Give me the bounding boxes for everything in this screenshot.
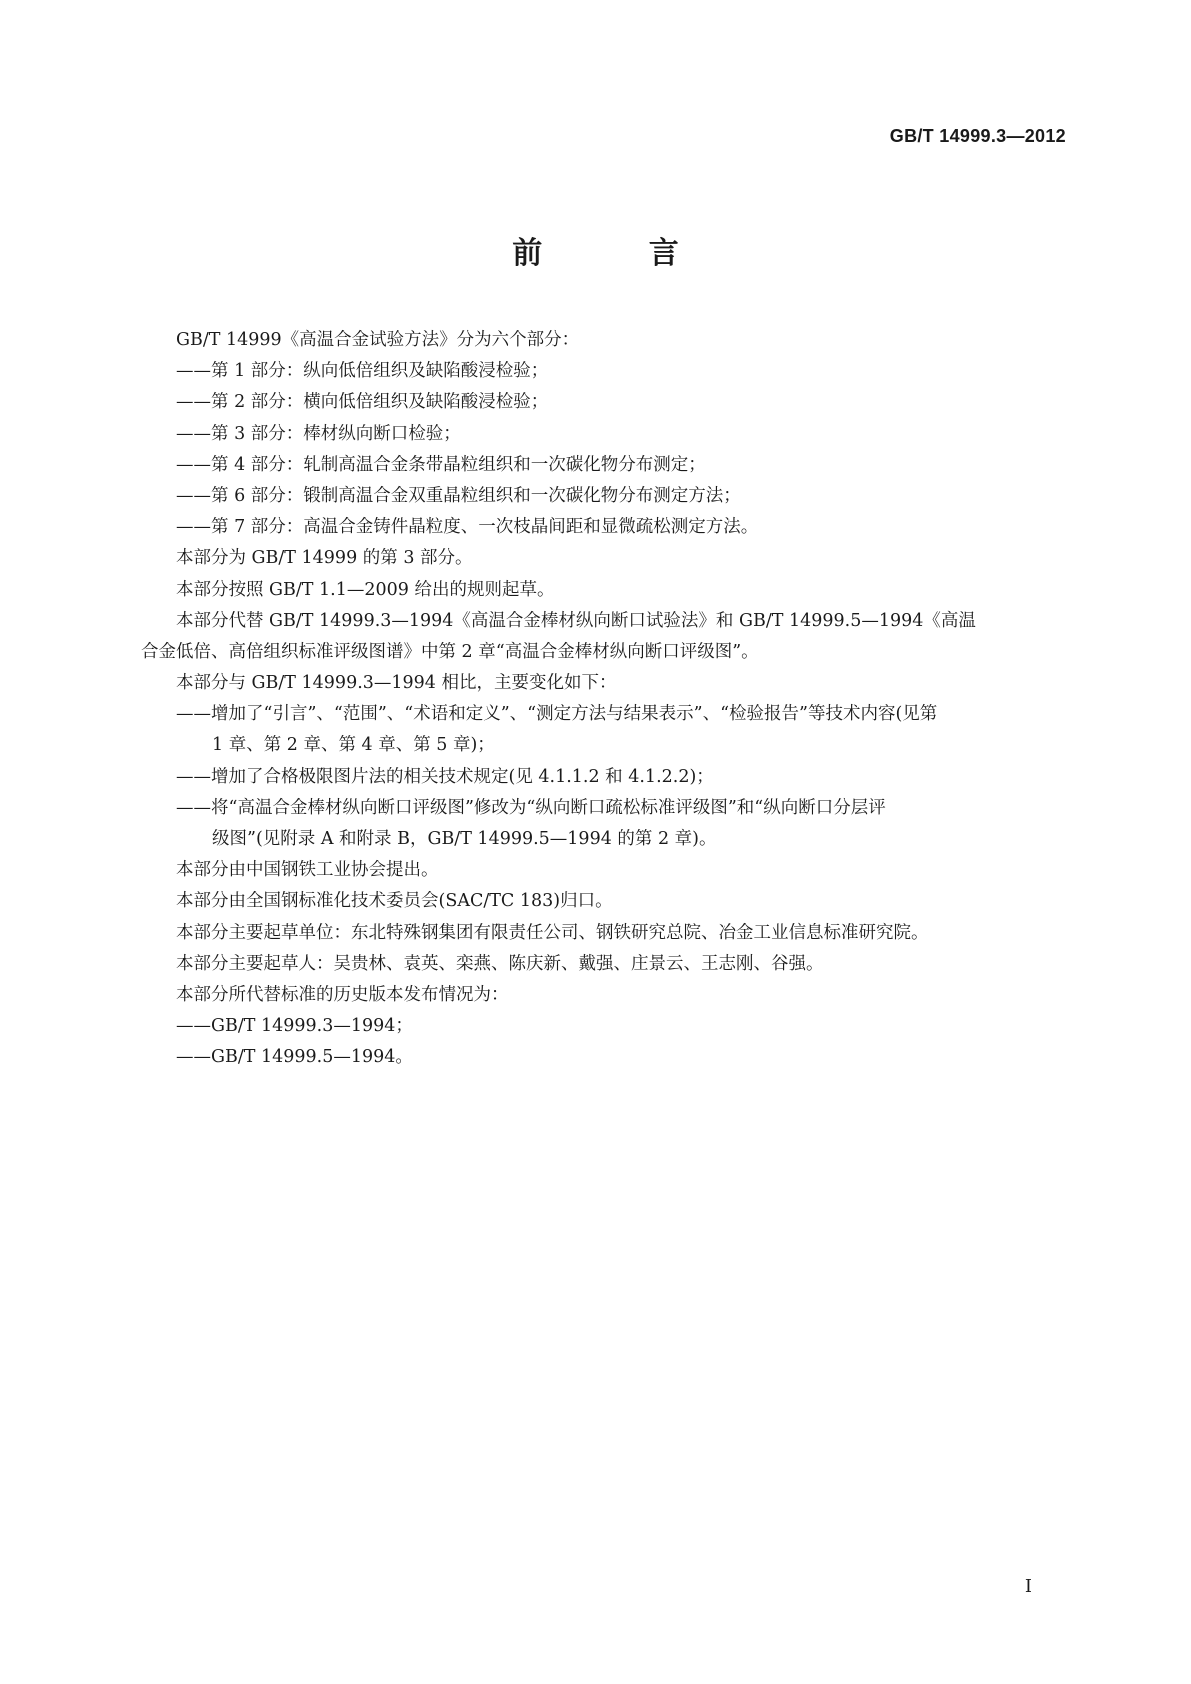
list-item: ——将“高温合金棒材纵向断口评级图”修改为“纵向断口疏松标准评级图”和“纵向断口分层评 xyxy=(176,797,886,818)
list-item: ——第 7 部分：高温合金铸件晶粒度、一次枝晶间距和显微疏松测定方法。 xyxy=(176,517,759,538)
page-number: I xyxy=(1024,1576,1032,1597)
list-item: ——第 6 部分：锻制高温合金双重晶粒组织和一次碳化物分布测定方法； xyxy=(176,485,741,506)
standard-code: GB/T 14999.3—2012 xyxy=(889,126,1066,146)
paragraph-line: 本部分由中国钢铁工业协会提出。 xyxy=(176,860,439,881)
list-item-continuation: 1 章、第 2 章、第 4 章、第 5 章)； xyxy=(212,735,495,756)
list-item: ——GB/T 14999.3—1994； xyxy=(176,1016,413,1037)
list-item: ——第 2 部分：横向低倍组织及缺陷酸浸检验； xyxy=(176,392,549,413)
list-item: ——增加了合格极限图片法的相关技术规定(见 4.1.1.2 和 4.1.2.2)； xyxy=(176,766,714,787)
paragraph-line: 本部分代替 GB/T 14999.3—1994《高温合金棒材纵向断口试验法》和 GB/T 14999.5—1994《高温 xyxy=(176,610,976,631)
foreword-body xyxy=(141,325,1062,1074)
paragraph-line: 本部分与 GB/T 14999.3—1994 相比，主要变化如下： xyxy=(176,673,617,694)
paragraph-line: 本部分为 GB/T 14999 的第 3 部分。 xyxy=(176,548,473,569)
list-item: ——第 1 部分：纵向低倍组织及缺陷酸浸检验； xyxy=(176,361,549,382)
list-item: ——第 3 部分：棒材纵向断口检验； xyxy=(176,423,461,444)
paragraph-line: 本部分按照 GB/T 1.1—2009 给出的规则起草。 xyxy=(176,579,555,600)
list-item: ——增加了“引言”、“范围”、“术语和定义”、“测定方法与结果表示”、“检验报告”等技术内容(见第 xyxy=(176,704,938,725)
paragraph-continuation: 合金低倍、高倍组织标准评级图谱》中第 2 章“高温合金棒材纵向断口评级图”。 xyxy=(141,641,759,662)
page-title: 前 言 xyxy=(512,236,727,271)
paragraph-line: 本部分所代替标准的历史版本发布情况为： xyxy=(176,984,509,1005)
list-item: ——第 4 部分：轧制高温合金条带晶粒组织和一次碳化物分布测定； xyxy=(176,454,706,475)
paragraph-line: 本部分主要起草人：吴贵林、袁英、栾燕、陈庆新、戴强、庄景云、王志刚、谷强。 xyxy=(176,953,824,974)
paragraph-line: GB/T 14999《高温合金试验方法》分为六个部分： xyxy=(176,330,580,350)
paragraph-line: 本部分由全国钢标准化技术委员会(SAC/TC 183)归口。 xyxy=(176,891,613,912)
paragraph-line: 本部分主要起草单位：东北特殊钢集团有限责任公司、钢铁研究总院、冶金工业信息标准研究院。 xyxy=(176,922,929,943)
list-item-continuation: 级图”(见附录 A 和附录 B，GB/T 14999.5—1994 的第 2 章)。 xyxy=(212,829,717,849)
list-item: ——GB/T 14999.5—1994。 xyxy=(176,1047,413,1068)
